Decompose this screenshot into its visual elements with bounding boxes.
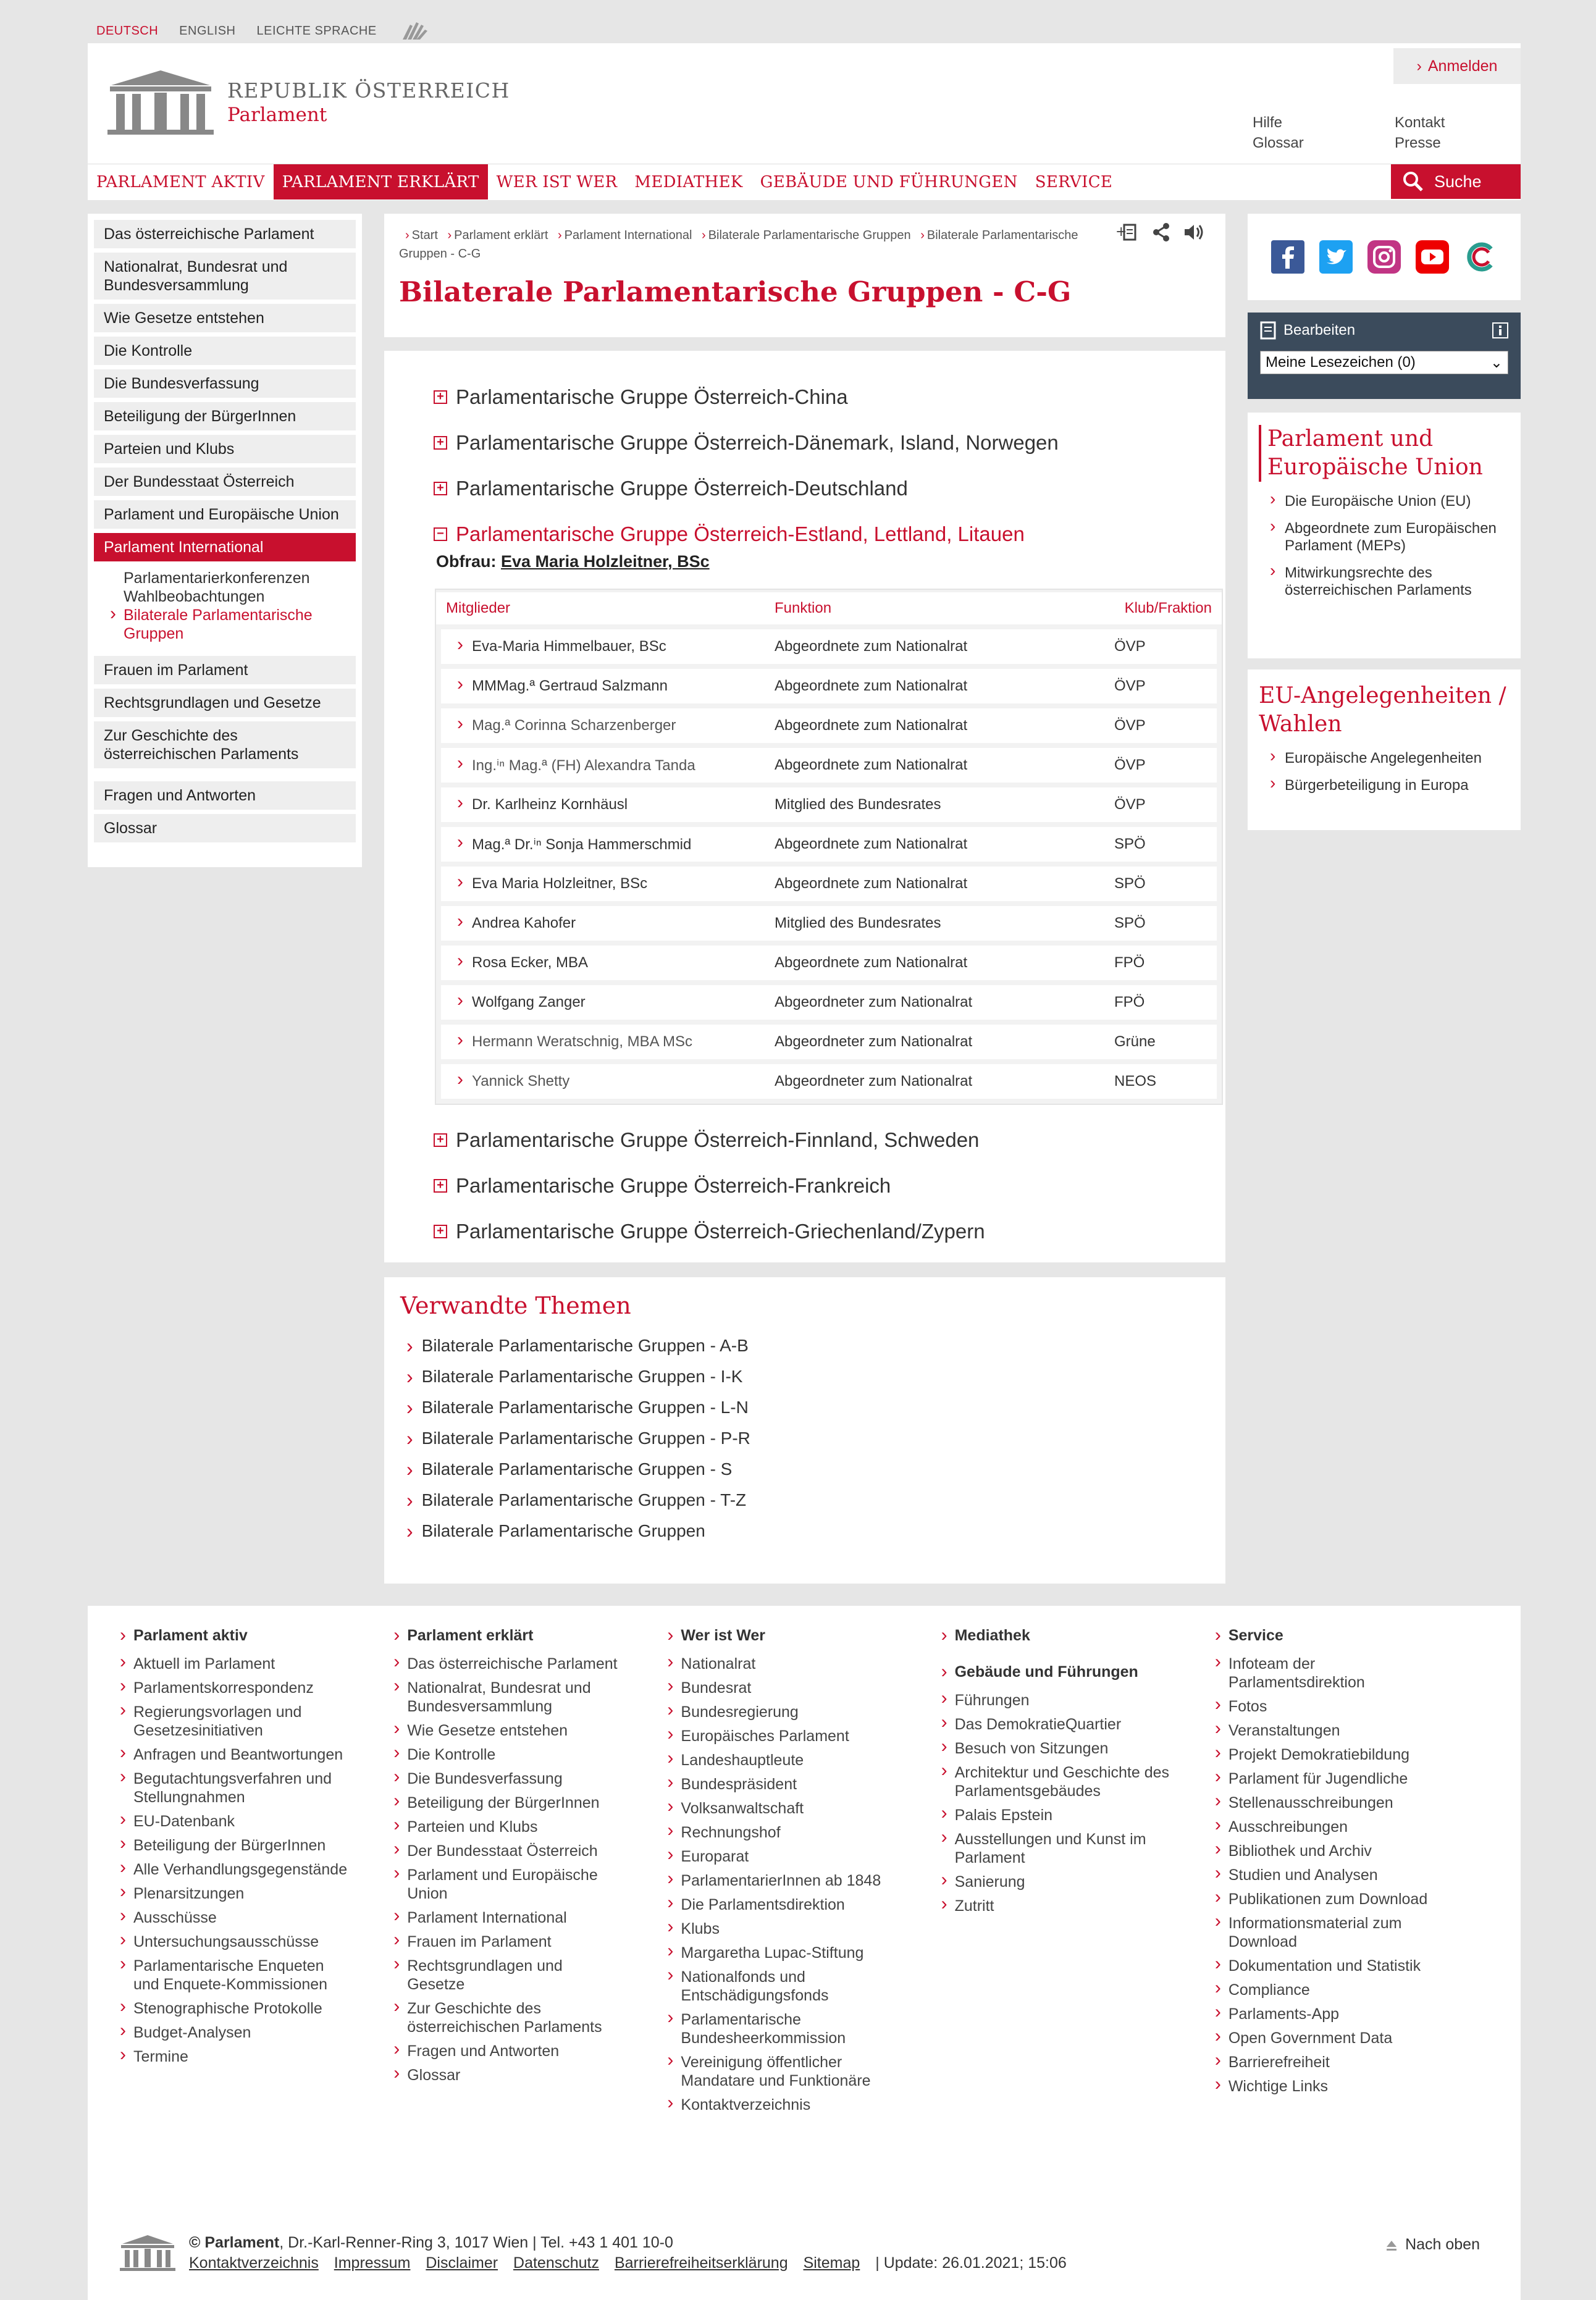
sign-language-icon[interactable] [398,19,430,43]
footer-link[interactable]: › Vereinigung öffentlicher Mandatare und Funktionäre [667,2053,896,2090]
footer-link[interactable]: › Dokumentation und Statistik [1215,1957,1443,1975]
footer-column [1215,1627,1489,2252]
sidebar-item[interactable]: Parteien und Klubs [94,435,356,463]
member-club: SPÖ [1114,915,1146,931]
member-function: Abgeordnete zum Nationalrat [775,678,968,694]
footer-link[interactable]: › Besuch von Sitzungen [941,1739,1170,1758]
related-link[interactable]: › Bilaterale Parlamentarische Gruppen [400,1516,1209,1547]
bookmarks-select[interactable]: Meine Lesezeichen (0) ⌄ [1260,351,1508,374]
parliament-logo[interactable] [105,68,510,136]
footer-link[interactable]: › Palais Epstein [941,1806,1170,1824]
table-row[interactable] [441,867,1217,901]
footer-link[interactable]: › Parlamentarische Enqueten und Enquete-Kommissionen [120,1957,348,1994]
footer-link[interactable]: › Rechnungshof [667,1823,896,1842]
nav-service[interactable]: SERVICE [1035,172,1113,191]
site-footer [88,1606,1521,2273]
members-table [435,589,1223,1105]
footer-link[interactable]: › Sanierung [941,1873,1170,1891]
member-club: NEOS [1114,1073,1157,1089]
accordion-item[interactable]: + Parlamentarische Gruppe Österreich-Dänemark, Island, Norwegen [399,420,1211,466]
footer-link[interactable]: › Nationalrat [667,1655,896,1673]
table-row[interactable] [441,985,1217,1020]
footer-link[interactable]: › Europäisches Parlament [667,1727,896,1745]
footer-link[interactable]: › Begutachtungsverfahren und Stellungnahmen [120,1769,348,1807]
lang-deutsch[interactable]: DEUTSCH [96,23,159,38]
member-function: Abgeordnete zum Nationalrat [775,638,968,655]
footer-link[interactable]: › Zutritt [941,1897,1170,1915]
member-name[interactable]: Eva-Maria Himmelbauer, BSc [472,638,666,655]
footer-link[interactable]: › Zur Geschichte des österreichischen Parlaments [393,1999,622,2036]
footer-link[interactable]: › Aktuell im Parlament [120,1655,348,1673]
footer-heading[interactable]: › Service [1215,1627,1489,1645]
footer-link[interactable]: › Regierungsvorlagen und Gesetzesinitiativen [120,1703,348,1740]
member-name[interactable]: Mag.ª Dr.ⁱⁿ Sonja Hammerschmid [472,836,692,853]
lang-leichte-sprache[interactable]: LEICHTE SPRACHE [256,23,377,38]
footer-link[interactable]: › Bundespräsident [667,1775,896,1794]
sidebar-item[interactable]: Beteiligung der BürgerInnen [94,402,356,430]
footer-link[interactable]: › Bibliothek und Archiv [1215,1842,1443,1860]
main-navigation [88,164,1521,199]
nav-parlament-aktiv[interactable]: PARLAMENT AKTIV [96,172,265,191]
edit-label: Bearbeiten [1283,322,1356,338]
document-icon [1260,321,1276,340]
member-function: Abgeordneter zum Nationalrat [775,1033,973,1050]
arrow-up-icon [1385,2238,1398,2252]
footer-link[interactable]: › Informationsmaterial zum Download [1215,1914,1443,1951]
related-link[interactable]: › Bilaterale Parlamentarische Gruppen - S [400,1454,1209,1485]
expand-icon: + [434,1179,447,1193]
sidebar-subitem-active[interactable]: › Bilaterale Parlamentarische Gruppen [124,606,356,643]
footer-link[interactable]: › Ausschreibungen [1215,1818,1443,1836]
member-name[interactable]: Dr. Karlheinz Kornhäusl [472,796,628,813]
footer-link[interactable]: › Nationalrat, Bundesrat und Bundesversammlung [393,1679,622,1716]
footer-link[interactable]: › Der Bundesstaat Österreich [393,1842,622,1860]
member-club: ÖVP [1114,678,1146,694]
logo-line2: Parlament [227,103,327,126]
svg-text:+: + [1115,224,1127,240]
related-link[interactable]: › Bilaterale Parlamentarische Gruppen - P-R [400,1423,1209,1454]
member-name[interactable]: Hermann Weratschnig, MBA MSc [472,1033,693,1050]
table-row[interactable] [441,1064,1217,1099]
sidebar-item[interactable]: Nationalrat, Bundesrat und Bundesversammlung [94,253,356,300]
footer-link[interactable]: › Parlament für Jugendliche [1215,1769,1443,1788]
footer-link[interactable]: › Barrierefreiheit [1215,2053,1443,2071]
sidebar-item[interactable]: Der Bundesstaat Österreich [94,468,356,496]
member-function: Abgeordnete zum Nationalrat [775,717,968,734]
bottom-link[interactable]: Sitemap [803,2254,860,2272]
footer-heading[interactable]: › Gebäude und Führungen [941,1663,1215,1681]
bottom-link[interactable]: Datenschutz [513,2254,599,2272]
member-function: Abgeordnete zum Nationalrat [775,757,968,773]
logo-line1: REPUBLIK ÖSTERREICH [227,78,510,103]
sidebar-item[interactable]: Frauen im Parlament [94,656,356,684]
related-link[interactable]: › Bilaterale Parlamentarische Gruppen - L-N [400,1392,1209,1423]
footer-link[interactable]: › Open Government Data [1215,2029,1443,2047]
lang-english[interactable]: ENGLISH [179,23,236,38]
footer-link[interactable]: › Kontaktverzeichnis [667,2096,896,2114]
language-bar [96,19,430,43]
footer-link[interactable]: › Margaretha Lupac-Stiftung [667,1944,896,1962]
footer-link[interactable]: › Bundesrat [667,1679,896,1697]
footer-link[interactable]: › Parlamentarische Bundesheerkommission [667,2010,896,2047]
footer-link[interactable]: › Wichtige Links [1215,2077,1443,2096]
member-club: SPÖ [1114,836,1146,852]
table-row[interactable] [441,629,1217,664]
breadcrumb-item[interactable]: Parlament International [564,229,692,242]
expand-icon: + [434,436,447,450]
member-club: FPÖ [1114,994,1145,1010]
header-links-right [1395,112,1445,153]
column-header[interactable]: Klub/Fraktion [1124,600,1212,616]
eu-affairs-title: EU-Angelegenheiten / Wahlen [1259,683,1506,737]
footer-link[interactable]: › Rechtsgrundlagen und Gesetze [393,1957,622,1994]
footer-link[interactable]: › Führungen [941,1691,1170,1710]
twitter-icon[interactable] [1319,240,1353,274]
footer-link[interactable]: › Veranstaltungen [1215,1721,1443,1740]
breadcrumb: › Start › Parlament erklärt › Parlament International › Bilaterale Parlamentarische Gruppen › Bilaterale Parlamentarische Gruppen - C-G [399,229,1078,261]
member-club: SPÖ [1114,875,1146,892]
sidebar-item-active[interactable]: Parlament International [94,533,356,561]
table-row[interactable] [441,1025,1217,1059]
footer-link[interactable]: › Fotos [1215,1697,1443,1716]
footer-heading[interactable]: › Parlament erklärt [393,1627,667,1645]
footer-link[interactable]: › Architektur und Geschichte des Parlamentsgebäudes [941,1763,1170,1800]
member-name[interactable]: Rosa Ecker, MBA [472,954,589,971]
sidebar-item[interactable]: Rechtsgrundlagen und Gesetze [94,689,356,717]
member-function: Abgeordneter zum Nationalrat [775,994,973,1010]
footer-link[interactable]: › ParlamentarierInnen ab 1848 [667,1871,896,1890]
accordion-item[interactable]: + Parlamentarische Gruppe Österreich-Finnland, Schweden [399,1117,1211,1163]
copyright [189,2233,1067,2273]
footer-link[interactable]: › Ausstellungen und Kunst im Parlament [941,1830,1170,1867]
speaker-icon[interactable] [1183,222,1204,242]
footer-link[interactable]: › Wie Gesetze entstehen [393,1721,622,1740]
nav-gebaeude[interactable]: GEBÄUDE UND FÜHRUNGEN [760,172,1018,191]
sidebar-item[interactable]: Parlament und Europäische Union [94,500,356,529]
collapse-icon: − [434,527,447,541]
search-icon [1402,170,1424,193]
copyright-label: © Parlament [189,2234,280,2251]
eu-box [1248,413,1521,658]
footer-link[interactable]: › Alle Verhandlungsgegenstände [120,1860,348,1879]
footer-link[interactable]: › Parteien und Klubs [393,1818,622,1836]
footer-column [120,1627,393,2252]
member-club: ÖVP [1114,638,1146,655]
table-row[interactable] [441,906,1217,941]
bottom-link[interactable]: Barrierefreiheitserklärung [614,2254,788,2272]
footer-link[interactable]: › Nationalfonds und Entschädigungsfonds [667,1968,896,2005]
member-club: FPÖ [1114,954,1145,971]
sidebar-item[interactable]: Das österreichische Parlament [94,220,356,248]
sidebar-item[interactable]: Die Kontrolle [94,337,356,365]
member-function: Mitglied des Bundesrates [775,796,941,813]
share-icon[interactable] [1153,222,1171,242]
footer-heading[interactable]: › Mediathek [941,1627,1215,1645]
bottom-link[interactable]: Disclaimer [426,2254,498,2272]
footer-link[interactable]: › Die Kontrolle [393,1745,622,1764]
chevron-right-icon: › [1416,57,1422,75]
groups-accordion [384,351,1225,1262]
glossary-link[interactable]: Glossar [1253,135,1304,151]
nav-parlament-erklaert[interactable]: PARLAMENT ERKLÄRT [274,164,488,199]
footer-link[interactable]: › Publikationen zum Download [1215,1890,1443,1908]
sidebar-item[interactable]: Die Bundesverfassung [94,369,356,398]
footer-link[interactable]: › Parlament und Europäische Union [393,1866,622,1903]
footer-link[interactable]: › Plenarsitzungen [120,1884,348,1903]
nav-wer-ist-wer[interactable]: WER IST WER [496,172,618,191]
footer-column [667,1627,941,2252]
member-function: Abgeordnete zum Nationalrat [775,836,968,852]
address: , Dr.-Karl-Renner-Ring 3, 1017 Wien | Tel. +43 1 401 10-0 [279,2234,673,2251]
instagram-icon[interactable] [1367,240,1401,274]
member-name[interactable]: Ing.ⁱⁿ Mag.ª (FH) Alexandra Tanda [472,757,695,774]
table-row[interactable] [441,827,1217,862]
footer-column [393,1627,667,2252]
accordion-item-open[interactable]: − Parlamentarische Gruppe Österreich-Estland, Lettland, Litauen [399,511,1211,557]
parliament-building-icon [120,2234,175,2272]
bookmark-add-icon[interactable] [1115,222,1140,242]
eu-affairs-box [1248,669,1521,830]
eu-link[interactable]: › Abgeordnete zum Europäischen Parlament (MEPs) [1259,518,1510,562]
footer-heading[interactable]: › Parlament aktiv [120,1627,393,1645]
youtube-icon[interactable] [1416,240,1449,274]
info-icon[interactable] [1492,322,1508,338]
accordion-item[interactable]: + Parlamentarische Gruppe Österreich-Griechenland/Zypern [399,1209,1211,1254]
member-name[interactable]: Mag.ª Corinna Scharzenberger [472,717,676,734]
section-sidebar [88,214,362,867]
footer-column [941,1627,1215,2252]
table-row[interactable] [441,748,1217,783]
footer-link[interactable]: › Die Bundesverfassung [393,1769,622,1788]
bottom-bar [88,2206,1521,2300]
member-name[interactable]: Yannick Shetty [472,1073,570,1089]
footer-link[interactable]: › Die Parlamentsdirektion [667,1895,896,1914]
member-club: ÖVP [1114,717,1146,734]
press-link[interactable]: Presse [1395,135,1441,151]
member-club: ÖVP [1114,757,1146,773]
member-name[interactable]: Wolfgang Zanger [472,994,586,1010]
footer-link[interactable]: › Parlamentskorrespondenz [120,1679,348,1697]
chevron-down-icon: ⌄ [1490,354,1503,371]
breadcrumb-current: Bilaterale Parlamentarische Gruppen - C-G [399,229,1078,261]
member-function: Abgeordnete zum Nationalrat [775,875,968,892]
accordion-item[interactable]: + Parlamentarische Gruppe Österreich-Frankreich [399,1163,1211,1209]
footer-link[interactable]: › Stenographische Protokolle [120,1999,348,2018]
facebook-icon[interactable] [1271,240,1304,274]
site-header [88,43,1521,200]
related-link[interactable]: › Bilaterale Parlamentarische Gruppen - A-B [400,1330,1209,1361]
expand-icon: + [434,1133,447,1147]
member-function: Mitglied des Bundesrates [775,915,941,931]
eu-affairs-link[interactable]: › Bürgerbeteiligung in Europa [1259,774,1510,802]
chairwoman-link[interactable]: Eva Maria Holzleitner, BSc [501,552,710,571]
breadcrumb-item[interactable]: Bilaterale Parlamentarische Gruppen [708,229,911,242]
table-header [436,592,1222,624]
sidebar-subitems [94,561,356,652]
sidebar-item[interactable]: Fragen und Antworten [94,781,356,810]
bottom-link[interactable]: Impressum [334,2254,411,2272]
expand-icon: + [434,390,447,404]
title-card [384,214,1225,337]
sidebar-item[interactable]: Zur Geschichte des österreichischen Parlaments [94,721,356,768]
footer-link[interactable]: › Parlament International [393,1908,622,1927]
footer-link[interactable]: › EU-Datenbank [120,1812,348,1831]
footer-link[interactable]: › Stellenausschreibungen [1215,1794,1443,1812]
eu-affairs-link[interactable]: › Europäische Angelegenheiten [1259,747,1510,774]
footer-link[interactable]: › Das österreichische Parlament [393,1655,622,1673]
footer-link[interactable]: › Parlaments-App [1215,2005,1443,2023]
demokratie-webstatt-icon[interactable] [1464,240,1497,274]
footer-link[interactable]: › Projekt Demokratiebildung [1215,1745,1443,1764]
eu-link[interactable]: › Die Europäische Union (EU) [1259,490,1510,518]
footer-link[interactable]: › Budget-Analysen [120,2023,348,2042]
table-row[interactable] [441,787,1217,822]
breadcrumb-item[interactable]: Parlament erklärt [454,229,548,242]
footer-link[interactable]: › Beteiligung der BürgerInnen [120,1836,348,1855]
sidebar-subitem[interactable]: Parlamentarierkonferenzen [124,569,310,587]
footer-link[interactable]: › Klubs [667,1920,896,1938]
parliament-building-icon [105,68,216,136]
column-header[interactable]: Funktion [775,600,832,616]
footer-link[interactable]: › Compliance [1215,1981,1443,1999]
column-header[interactable]: Mitglieder [446,600,511,616]
footer-link[interactable]: › Europarat [667,1847,896,1866]
breadcrumb-item[interactable]: Start [411,229,438,242]
sidebar-item[interactable]: Glossar [94,814,356,842]
related-link[interactable]: › Bilaterale Parlamentarische Gruppen - T-Z [400,1485,1209,1516]
related-link[interactable]: › Bilaterale Parlamentarische Gruppen - I-K [400,1361,1209,1392]
contact-link[interactable]: Kontakt [1395,114,1445,131]
footer-link[interactable]: › Studien und Analysen [1215,1866,1443,1884]
expand-icon: + [434,482,447,495]
help-link[interactable]: Hilfe [1253,114,1283,131]
social-links [1248,214,1521,300]
sidebar-subitem[interactable]: Wahlbeobachtungen [124,588,265,605]
member-function: Abgeordnete zum Nationalrat [775,954,968,971]
footer-link[interactable]: › Infoteam der Parlamentsdirektion [1215,1655,1443,1692]
footer-link[interactable]: › Untersuchungsausschüsse [120,1933,348,1951]
update-date: | Update: 26.01.2021; 15:06 [875,2254,1067,2272]
member-name[interactable]: MMMag.ª Gertraud Salzmann [472,678,668,694]
page-tools [1115,222,1204,242]
footer-link[interactable]: › Frauen im Parlament [393,1933,622,1951]
member-name[interactable]: Andrea Kahofer [472,915,576,931]
footer-link[interactable]: › Landeshauptleute [667,1751,896,1769]
footer-link[interactable]: › Termine [120,2047,348,2066]
eu-link[interactable]: › Mitwirkungsrechte des österreichischen Parlaments [1259,562,1510,606]
nav-mediathek[interactable]: MEDIATHEK [634,172,743,191]
footer-link[interactable]: › Glossar [393,2066,622,2084]
related-topics [384,1277,1225,1584]
eu-box-title[interactable]: Parlament und Europäische Union [1259,425,1510,482]
footer-link[interactable]: › Das DemokratieQuartier [941,1715,1170,1734]
expand-icon: + [434,1225,447,1238]
back-to-top-button[interactable]: Nach oben [1385,2236,1480,2254]
login-button[interactable]: › Anmelden [1393,48,1521,84]
header-links-left [1253,112,1304,153]
related-title: Verwandte Themen [400,1292,631,1319]
member-club: ÖVP [1114,796,1146,813]
chairwoman: Obfrau: Eva Maria Holzleitner, BSc [436,552,710,571]
footer-link[interactable]: › Fragen und Antworten [393,2042,622,2060]
table-row[interactable] [441,708,1217,743]
member-function: Abgeordneter zum Nationalrat [775,1073,973,1089]
sidebar-item[interactable]: Wie Gesetze entstehen [94,304,356,332]
accordion-item[interactable]: + Parlamentarische Gruppe Österreich-China [399,374,1211,420]
page-title: Bilaterale Parlamentarische Gruppen - C-G [399,275,1072,308]
table-row[interactable] [441,669,1217,703]
footer-link[interactable]: › Volksanwaltschaft [667,1799,896,1818]
accordion-item[interactable]: + Parlamentarische Gruppe Österreich-Deutschland [399,466,1211,511]
footer-heading[interactable]: › Wer ist Wer [667,1627,941,1645]
footer-link[interactable]: › Anfragen und Beantwortungen [120,1745,348,1764]
table-row[interactable] [441,946,1217,980]
bottom-link[interactable]: Kontaktverzeichnis [189,2254,319,2272]
footer-link[interactable]: › Bundesregierung [667,1703,896,1721]
member-club: Grüne [1114,1033,1156,1050]
search-button[interactable]: Suche [1391,164,1521,199]
edit-panel [1248,313,1521,399]
footer-link[interactable]: › Beteiligung der BürgerInnen [393,1794,622,1812]
member-name[interactable]: Eva Maria Holzleitner, BSc [472,875,648,892]
footer-link[interactable]: › Ausschüsse [120,1908,348,1927]
